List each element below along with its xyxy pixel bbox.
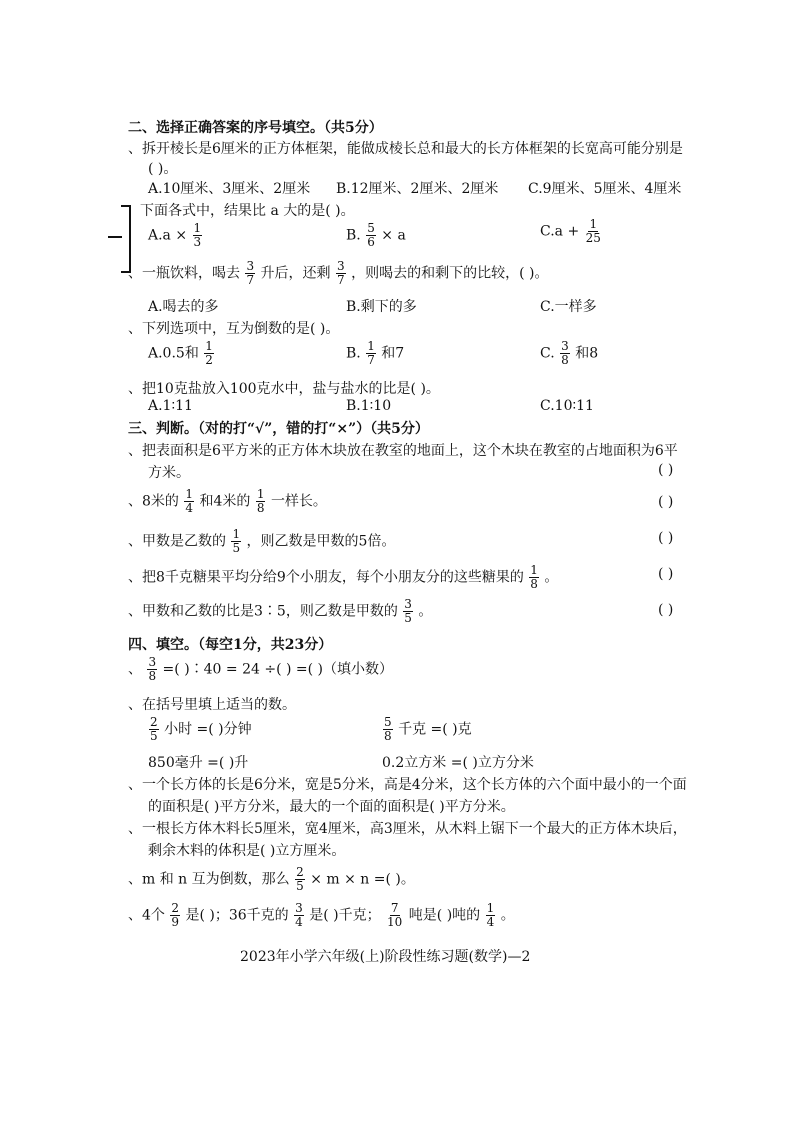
s2-q1-option-b: B.12厘米、2厘米、2厘米 xyxy=(336,181,499,197)
fraction: $\frac{2}{9}$ xyxy=(171,901,180,929)
s3-q3-answer-paren[interactable]: ( ) xyxy=(658,530,674,546)
fraction: $\frac{7}{10}$ xyxy=(387,901,403,929)
s4-q2-row1-a: $\frac{2}{5}$ 小时 =( )分钟 xyxy=(150,715,252,743)
fraction: $\frac{1}{8}$ xyxy=(256,487,265,515)
s3-q3-text: 、甲数是乙数的 $\frac{1}{5}$ ，则乙数是甲数的5倍。 xyxy=(128,527,396,555)
section-4-title: 四、填空。（每空1分，共23分） xyxy=(128,637,333,653)
s2-q3-option-a: A.喝去的多 xyxy=(148,299,219,315)
s2-q5-text: 、把10克盐放入100克水中，盐与盐水的比是( )。 xyxy=(128,381,440,397)
fraction: $\frac{1}{4}$ xyxy=(185,487,194,515)
s2-q2-text: 下面各式中，结果比 a 大的是( )。 xyxy=(140,203,355,219)
s4-q4-line2: 剩余木料的体积是( )立方厘米。 xyxy=(148,843,346,859)
s4-q1-text: 、 $\frac{3}{8}$ =( )∶40 = 24 ÷( ) =( )（填小数） xyxy=(128,655,394,683)
section-2-title: 二、选择正确答案的序号填空。（共5分） xyxy=(128,120,383,136)
s4-q2-row1-b: $\frac{5}{8}$ 千克 =( )克 xyxy=(384,715,472,743)
fraction: $\frac{5}{8}$ xyxy=(384,715,392,743)
fraction: $\frac{3}{5}$ xyxy=(404,597,412,625)
fraction: $\frac{1}{25}$ xyxy=(585,217,601,245)
s2-q4-option-c: C. $\frac{3}{8}$ 和8 xyxy=(540,339,599,367)
s4-q6-text: 、4个 $\frac{2}{9}$ 是( )；36千克的 $\frac{3}{4}$ 是( )千克； $\frac{7}{10}$ 吨是( )吨的 $\frac{1}{4}$ 。 xyxy=(128,901,515,929)
fraction: $\frac{1}{2}$ xyxy=(205,339,213,367)
fraction: $\frac{2}{5}$ xyxy=(296,865,304,893)
s4-q2-row2-b: 0.2立方米 =( )立方分米 xyxy=(382,755,534,771)
s3-q2-answer-paren[interactable]: ( ) xyxy=(658,494,674,510)
s4-q2-text: 、在括号里填上适当的数。 xyxy=(128,697,296,713)
fraction: $\frac{3}{7}$ xyxy=(337,259,345,287)
fraction: $\frac{1}{3}$ xyxy=(193,221,202,249)
s3-q5-answer-paren[interactable]: ( ) xyxy=(658,602,674,618)
s2-q2-option-b: B. $\frac{5}{6}$ × a xyxy=(346,221,406,249)
s2-q3-option-b: B.剩下的多 xyxy=(346,299,417,315)
margin-bracket-tick xyxy=(108,236,122,238)
s3-q4-text: 、把8千克糖果平均分给9个小朋友，每个小朋友分的这些糖果的 $\frac{1}{8}$ 。 xyxy=(128,563,559,591)
fraction: $\frac{1}{7}$ xyxy=(367,339,375,367)
fraction: $\frac{3}{4}$ xyxy=(295,901,303,929)
fraction: $\frac{3}{8}$ xyxy=(148,655,157,683)
s4-q3-line1: 、一个长方体的长是6分米，宽是5分米，高是4分米，这个长方体的六个面中最小的一个面 xyxy=(128,777,687,793)
s4-q3-line2: 的面积是( )平方分米，最大的一个面的面积是( )平方分米。 xyxy=(148,799,515,815)
fraction: $\frac{1}{4}$ xyxy=(486,901,495,929)
s2-q2-option-a: A.a × $\frac{1}{3}$ xyxy=(148,221,202,249)
s2-q1-option-a: A.10厘米、3厘米、2厘米 xyxy=(148,181,311,197)
s2-q5-option-a: A.1∶11 xyxy=(148,398,193,414)
section-3-title: 三、判断。（对的打“√”，错的打“×”）（共5分） xyxy=(128,421,429,437)
s2-q4-option-a: A.0.5和 $\frac{1}{2}$ xyxy=(148,339,213,367)
fraction: $\frac{5}{6}$ xyxy=(367,221,375,249)
s2-q4-option-b: B. $\frac{1}{7}$ 和7 xyxy=(346,339,405,367)
fraction: $\frac{1}{5}$ xyxy=(232,527,241,555)
s2-q4-text: 、下列选项中，互为倒数的是( )。 xyxy=(128,321,340,337)
s4-q5-text: 、m 和 n 互为倒数，那么 $\frac{2}{5}$ × m × n =( )。 xyxy=(128,865,415,893)
s2-q5-option-c: C.10∶11 xyxy=(540,398,594,414)
s2-q1-option-c: C.9厘米、5厘米、4厘米 xyxy=(528,181,682,197)
s2-q1-line1: 、拆开棱长是6厘米的正方体框架，能做成棱长总和最大的长方体框架的长宽高可能分别是 xyxy=(128,141,683,157)
s3-q5-text: 、甲数和乙数的比是3∶5，则乙数是甲数的 $\frac{3}{5}$ 。 xyxy=(128,597,433,625)
fraction: $\frac{3}{7}$ xyxy=(246,259,255,287)
s3-q2-text: 、8米的 $\frac{1}{4}$ 和4米的 $\frac{1}{8}$ 一样长。 xyxy=(128,487,327,515)
s2-q1-line2: ( )。 xyxy=(148,161,178,177)
s4-q4-line1: 、一根长方体木料长5厘米，宽4厘米，高3厘米，从木料上锯下一个最大的正方体木块后， xyxy=(128,821,687,837)
fraction: $\frac{1}{8}$ xyxy=(530,563,538,591)
s3-q1-line1: 、把表面积是6平方米的正方体木块放在教室的地面上，这个木块在教室的占地面积为6平 xyxy=(128,443,678,459)
page-footer: 2023年小学六年级(上)阶段性练习题(数学)—2 xyxy=(240,949,531,965)
s3-q1-answer-paren[interactable]: ( ) xyxy=(658,462,674,478)
s4-q2-row2-a: 850毫升 =( )升 xyxy=(148,755,249,771)
s2-q2-option-c: C.a + $\frac{1}{25}$ xyxy=(540,217,601,245)
fraction: $\frac{3}{8}$ xyxy=(561,339,569,367)
fraction: $\frac{2}{5}$ xyxy=(150,715,158,743)
s2-q3-text: 、一瓶饮料，喝去 $\frac{3}{7}$ 升后，还剩 $\frac{3}{7}$ ，则喝去的和剩下的比较，( )。 xyxy=(128,259,549,287)
s2-q5-option-b: B.1∶10 xyxy=(346,398,392,414)
s2-q3-option-c: C.一样多 xyxy=(540,299,597,315)
s3-q1-line2: 方米。 xyxy=(148,465,190,481)
s3-q4-answer-paren[interactable]: ( ) xyxy=(658,566,674,582)
